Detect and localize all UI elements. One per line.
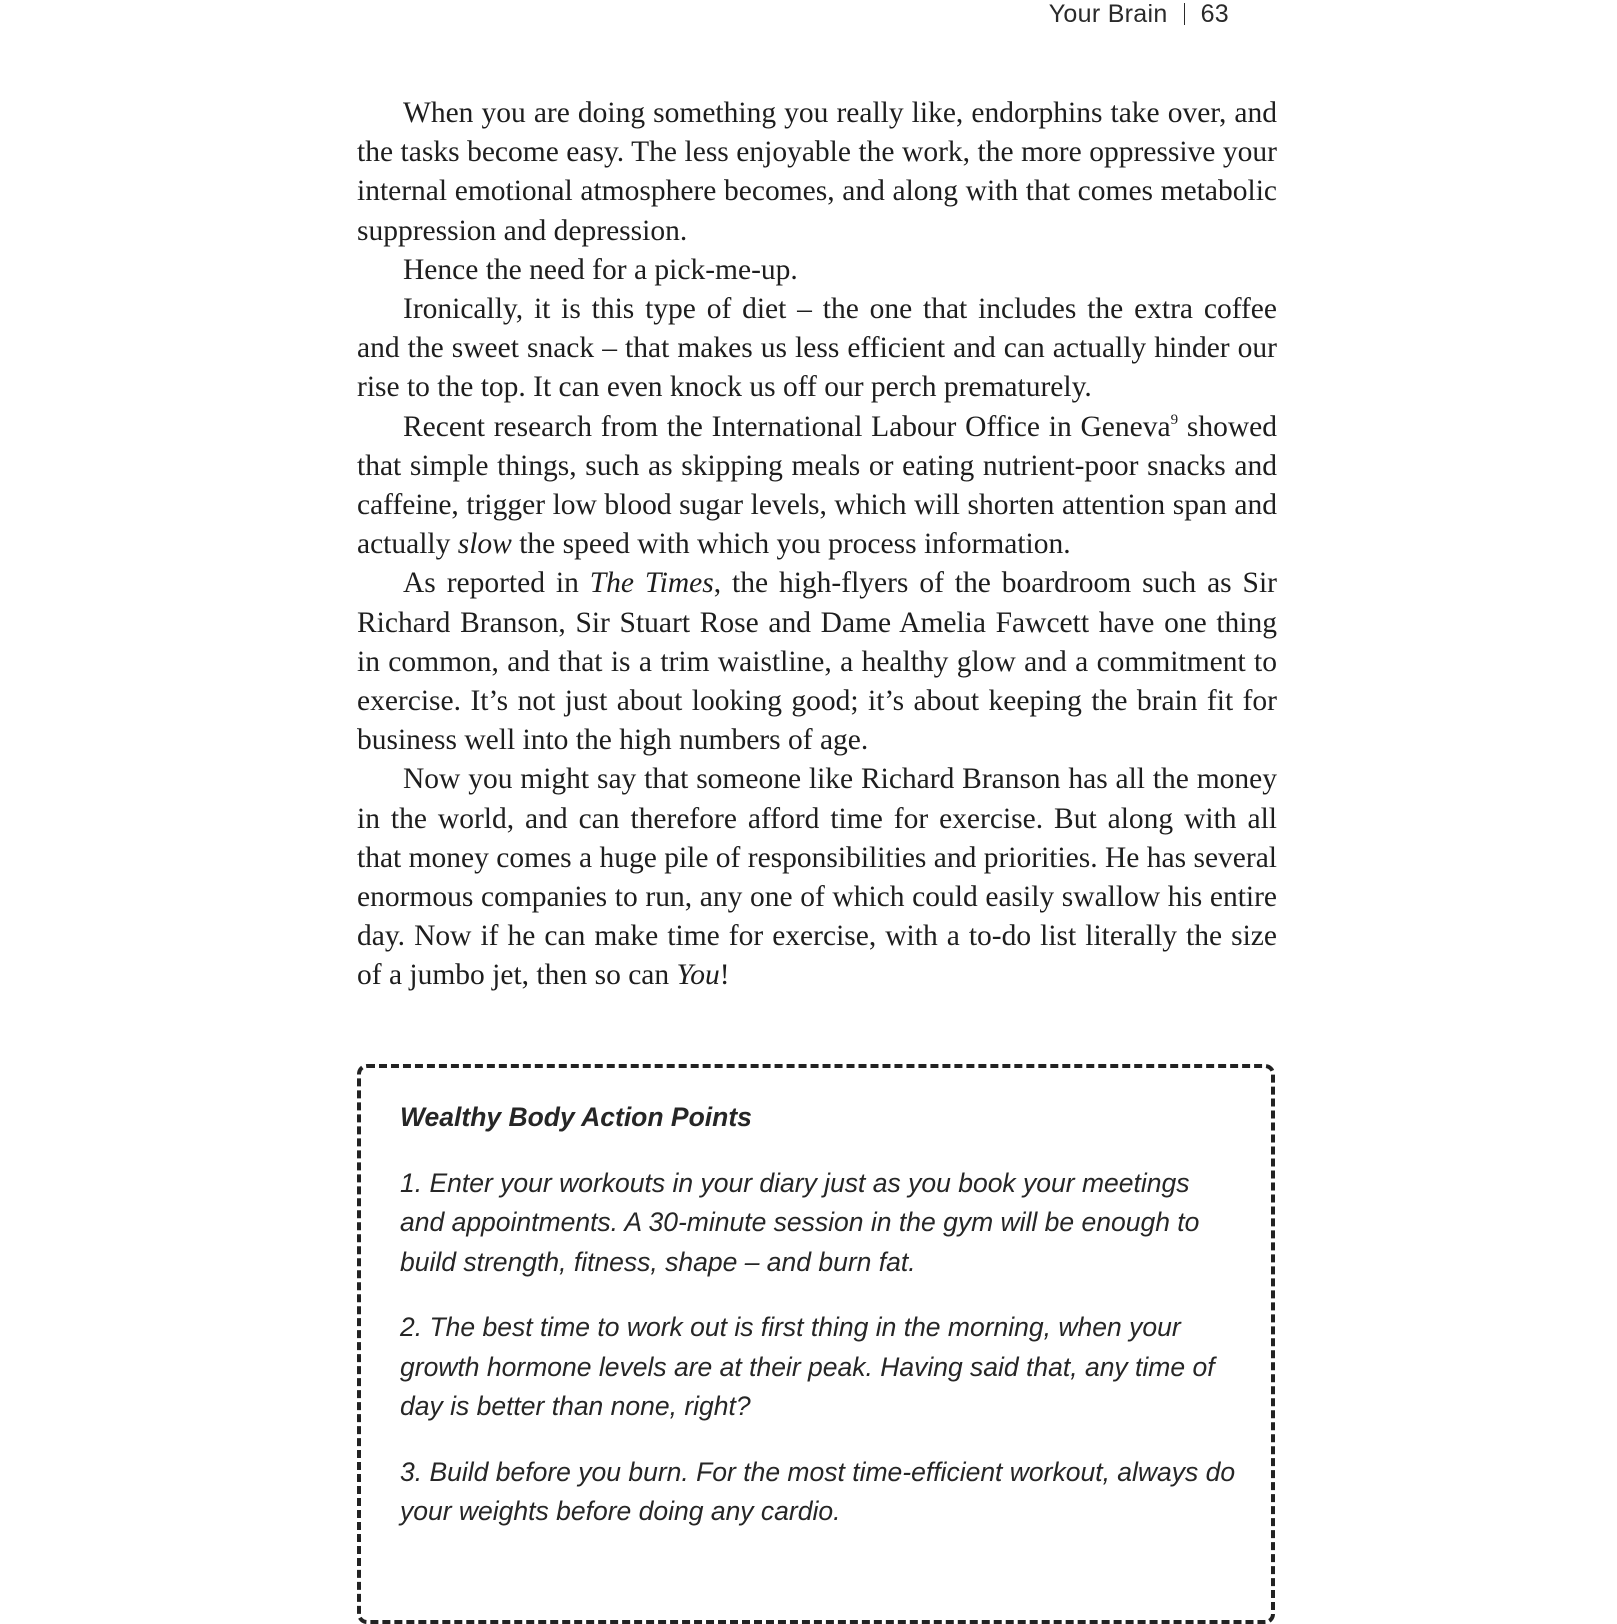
page-number: 63	[1200, 0, 1229, 28]
paragraph-4	[357, 408, 1277, 565]
paragraph-4-text-b: showed that simple things, such as skipping meals or eating nutrient-poor snacks and caffeine, trigger low blood sugar levels, which will shorten attention span and actually	[357, 410, 1277, 561]
chapter-title: Your Brain	[1048, 0, 1168, 28]
paragraph-6-text-b: !	[719, 959, 730, 992]
action-points-content	[400, 1098, 1240, 1558]
publication-title: The Times	[589, 567, 714, 600]
paragraph-5-text-b: , the high-flyers of the boardroom such as Sir Richard Branson, Sir Stuart Rose and Dame Amelia Fawcett have one thing in common, and that is a trim waistline, a healthy glow and a commitment to exercise. It’s not just about looking good; it’s about keeping the brain fit for business well into the high numbers of age.	[357, 567, 1277, 757]
paragraph-1: When you are doing something you really like, endorphins take over, and the tasks become easy. The less enjoyable the work, the more oppressive your internal emotional atmosphere becomes, and along with that comes metabolic suppression and depression.	[357, 97, 1277, 247]
header-divider	[1184, 3, 1185, 25]
emphasis-you: You	[676, 959, 720, 992]
paragraph-4-text-c: the speed with which you process information.	[511, 528, 1071, 561]
paragraph-2: Hence the need for a pick-me-up.	[403, 253, 798, 286]
paragraph-4-text-a: Recent research from the International Labour Office in Geneva	[403, 410, 1171, 443]
running-head	[1049, 0, 1229, 29]
emphasis-slow: slow	[457, 528, 512, 561]
paragraph-3: Ironically, it is this type of diet – the one that includes the extra coffee and the sweet snack – that makes us less efficient and can actually hinder our rise to the top. It can even knock us off our perch prematurely.	[357, 293, 1277, 404]
paragraph-6	[357, 760, 1277, 995]
action-point-3: 3. Build before you burn. For the most time-efficient workout, always do your weights before doing any cardio.	[400, 1456, 1236, 1526]
action-points-title: Wealthy Body Action Points	[400, 1102, 752, 1132]
action-point-1: 1. Enter your workouts in your diary just as you book your meetings and appointments. A 30-minute session in the gym will be enough to build strength, fitness, shape – and burn fat.	[400, 1167, 1200, 1277]
body-text	[357, 94, 1277, 996]
paragraph-5-text-a: As reported in	[403, 567, 590, 600]
paragraph-6-text-a: Now you might say that someone like Richard Branson has all the money in the world, and can therefore afford time for exercise. But along with all that money comes a huge pile of responsibilities and priorities. He has several enormous companies to run, any one of which could easily swallow his entire day. Now if he can make time for exercise, with a to-do list literally the size of a jumbo jet, then so can	[357, 763, 1277, 992]
action-point-2: 2. The best time to work out is first thing in the morning, when your growth hormone levels are at their peak. Having said that, any time of day is better than none, right?	[400, 1312, 1215, 1421]
paragraph-5	[357, 564, 1277, 760]
footnote-marker: 9	[1170, 411, 1179, 428]
